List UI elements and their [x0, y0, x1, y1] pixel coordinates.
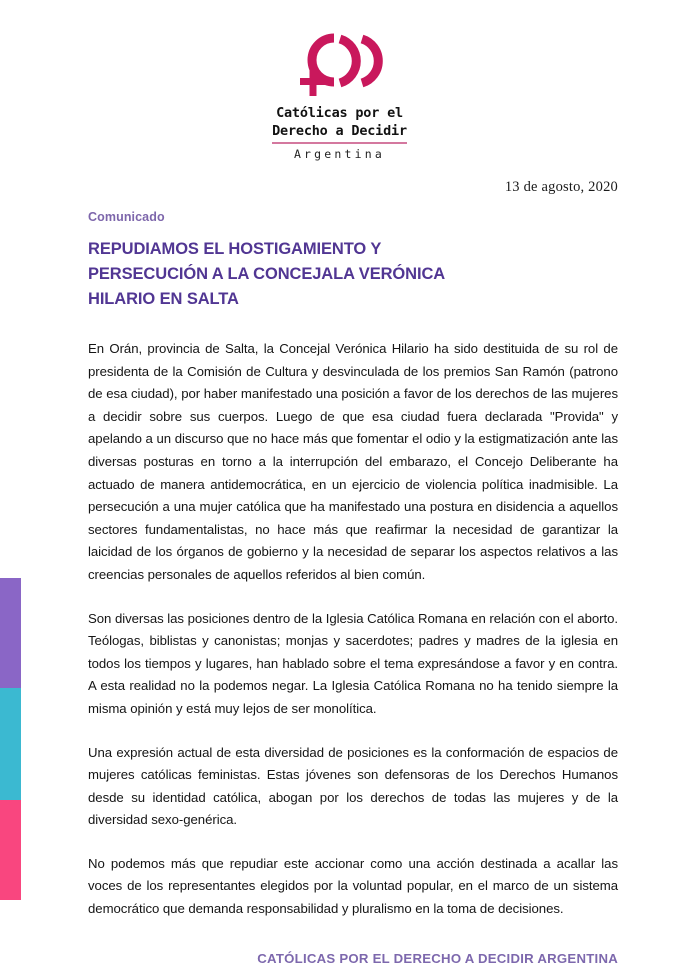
- cdd-venus-monogram-icon: [288, 26, 392, 100]
- paragraph: Son diversas las posiciones dentro de la Iglesia Católica Romana en relación con el aborto. Teólogas, biblistas y canonistas; monjas y sacerdotes; padres y madres de la iglesia en todos los tiempos y lugares, han hablado sobre el tema expresándose a favor y en contra. A esta realidad no la podemos negar. La Iglesia Católica Romana no ha tenido siempre la misma opinión y está muy lejos de ser monolítica.: [88, 610, 618, 716]
- paragraph: Una expresión actual de esta diversidad de posiciones es la conformación de espacios de mujeres católicas feministas. Estas jóvenes son defensoras de los Derechos Humanos desde su identidad católica, abogan por los derechos de todas las mujeres y de la diversidad sexo-genérica.: [88, 744, 618, 828]
- headline-line-1: REPUDIAMOS EL HOSTIGAMIENTO Y: [88, 240, 382, 258]
- left-color-bars: [0, 578, 21, 900]
- logo-line-1: Católicas por el: [276, 105, 403, 121]
- color-bar-purple: [0, 578, 21, 688]
- logo-line-2: Derecho a Decidir: [272, 123, 407, 139]
- headline-line-3: HILARIO EN SALTA: [88, 290, 239, 308]
- headline-line-2: PERSECUCIÓN A LA CONCEJALA VERÓNICA: [88, 265, 446, 283]
- color-bar-pink: [0, 800, 21, 900]
- page-title: [88, 237, 618, 312]
- document-signature: CATÓLICAS POR EL DERECHO A DECIDIR ARGENTINA: [257, 950, 618, 966]
- logo-underline-rule: [272, 142, 407, 144]
- logo-country-label: Argentina: [293, 146, 386, 161]
- paragraph: No podemos más que repudiar este accionar como una acción destinada a acallar las voces de los representantes elegidos por la voluntad popular, en el marco de un sistema democrático que demanda responsabilidad y pluralismo en la toma de decisiones.: [88, 855, 618, 917]
- document-content: [88, 210, 618, 966]
- document-date: 13 de agosto, 2020: [504, 179, 618, 195]
- logo-wordmark: [272, 104, 407, 161]
- organization-logo: [0, 26, 679, 163]
- body-copy: [88, 338, 618, 921]
- paragraph: En Orán, provincia de Salta, la Concejal Verónica Hilario ha sido destituida de su rol de presidenta de la Comisión de Cultura y desvinculada de los premios San Ramón (patrono de esa ciudad), por haber manifestado una posición a favor de los derechos de las mujeres a decidir sobre sus cuerpos. Luego de que esa ciudad fuera declarada "Provida" y apelando a un discurso que no hace más que fomentar el odio y la estigmatización ante las diversas posturas en torno a la interrupción del embarazo, el Concejo Deliberante ha actuado de manera antidemocrática, en un ejercicio de violencia política inadmisible. La persecución a una mujer católica que ha manifestado una postura en disidencia a aquellos sectores fundamentalistas, no hace más que reafirmar la necesidad de garantizar la laicidad de los órganos de gobierno y la necesidad de separar los aspectos relativos a las creencias personales de aquellos referidos al bien común.: [88, 341, 618, 582]
- color-bar-cyan: [0, 688, 21, 800]
- kicker-label: Comunicado: [88, 210, 165, 224]
